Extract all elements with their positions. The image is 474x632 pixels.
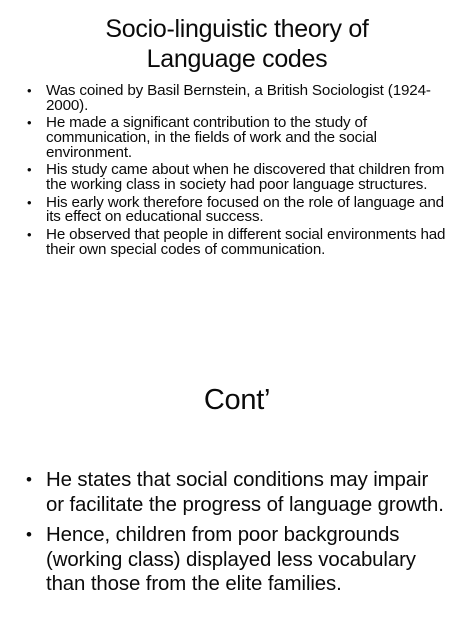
bullet-text: He made a significant contribution to the study of communication, in the fields of work and the social environment. (46, 114, 377, 161)
bullet-text: He states that social conditions may impair or facilitate the progress of language growth. (46, 469, 444, 516)
bullet-item (0, 523, 474, 597)
bullet-dot-icon: • (27, 162, 32, 178)
slide-2 (0, 368, 474, 632)
bullet-dot-icon: • (26, 470, 32, 489)
bullet-dot-icon: • (27, 194, 32, 210)
slide-1-title (0, 14, 474, 74)
slide-1-title-line-1: Socio-linguistic theory of (105, 15, 369, 43)
bullet-text: His study came about when he discovered that children from the working class in society had poor language structures. (46, 161, 445, 193)
slide-2-bullet-list (0, 468, 474, 603)
bullet-item (0, 163, 474, 192)
bullet-dot-icon: • (27, 115, 32, 131)
bullet-item (0, 84, 474, 113)
slide-2-title: Cont’ (203, 384, 271, 416)
bullet-item (0, 228, 474, 257)
bullet-dot-icon: • (27, 227, 32, 243)
bullet-item (0, 468, 474, 517)
bullet-item (0, 116, 474, 160)
bullet-text: Hence, children from poor backgrounds (working class) displayed less vocabulary than those from the elite families. (46, 524, 416, 596)
bullet-dot-icon: • (26, 525, 32, 545)
bullet-text: Was coined by Basil Bernstein, a British Sociologist (1924-2000). (46, 82, 431, 114)
slide-1-title-line-2: Language codes (146, 45, 328, 73)
bullet-item (0, 193, 474, 226)
bullet-dot-icon: • (27, 83, 32, 98)
slide-1-bullet-list (0, 84, 474, 260)
bullet-text: His early work therefore focused on the role of language and its effect on educational success. (46, 193, 444, 226)
bullet-text: He observed that people in different social environments had their own special codes of communication. (46, 226, 446, 258)
